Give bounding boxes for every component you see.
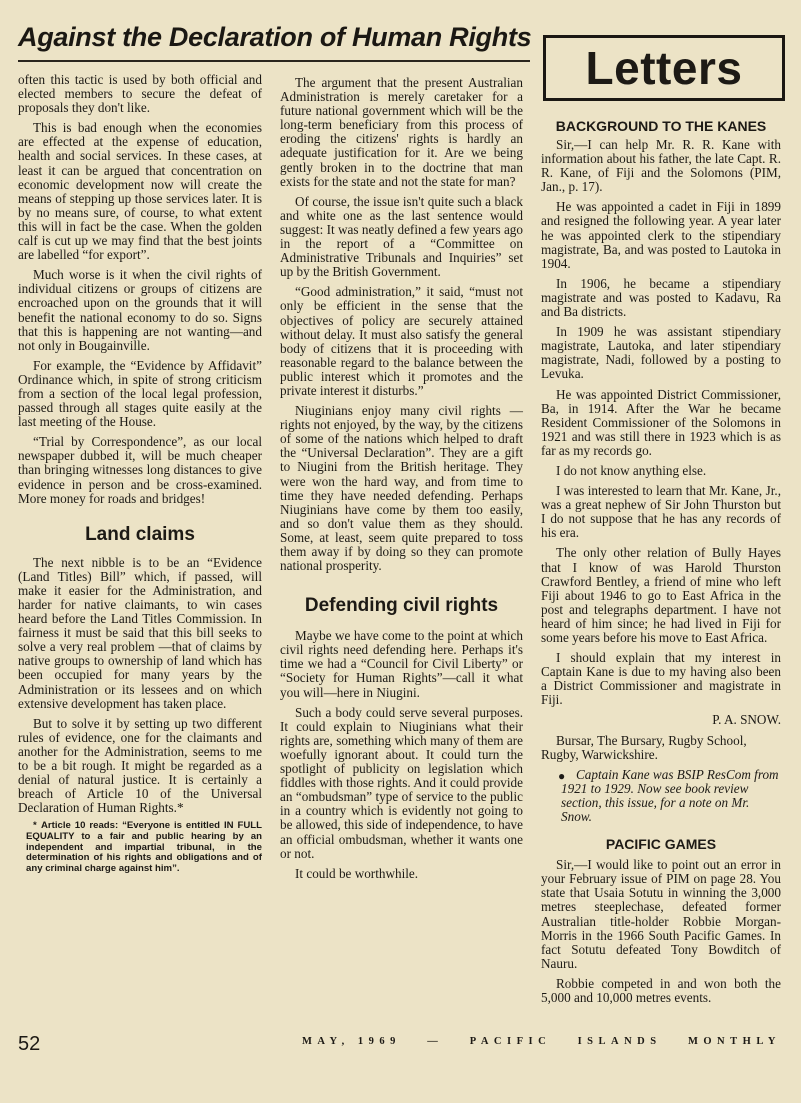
paragraph: Such a body could serve several purposes. It could explain to Niuginians what their rights are, something which many of them are woefully ignorant about. It could turn the spotlight of publicity on legislation which fiddles with those rights. And it could provide an “ombudsman” type of service to the public in a country which is evidently not going to be allowed, this side of independence, to have an official ombudsman, whether it wants one or not. (280, 704, 523, 861)
article-column-1 (18, 73, 262, 880)
footer-publication-word: PACIFIC (469, 1036, 552, 1047)
subhead-background-to-the-kanes: BACKGROUND TO THE KANES (555, 118, 767, 134)
paragraph: He was appointed a cadet in Fiji in 1899 and resigned the following year. A year later he was appointed clerk to the stipendiary magistrate, Ba, and was posted to Lautoka in 1904. (541, 199, 781, 271)
footer-publication-word: ISLANDS (577, 1036, 662, 1047)
paragraph: The only other relation of Bully Hayes that I know of was Harold Thurston Crawford Bentley, a friend of mine who left Fiji about 1946 to go to East Africa in the post and telegraphs department. I have not heard of him since; he had lived in Fiji for some years before his move to East Africa. (541, 545, 781, 645)
paragraph: The argument that the present Australian Administration is merely caretaker for a future national government which will be the long-term beneficiary from this process of eroding the citizens' rights is hardly an adequate justification for it. Are we being gently broken in to the doctrine that man exists for the state and not the state for man? (280, 75, 523, 189)
article-column-2 (280, 76, 523, 887)
subhead-land-claims: Land claims (85, 523, 195, 545)
editor-note (541, 768, 781, 824)
footer-publication-word: MONTHLY (687, 1036, 781, 1047)
paragraph: I was interested to learn that Mr. Kane, Jr., was a great nephew of Sir John Thurston but I do not suppose that he has any records of his era. (541, 483, 781, 541)
letters-section-box: Letters (543, 35, 785, 101)
footnote-marker: * (33, 820, 37, 832)
paragraph: For example, the “Evidence by Affidavit” Ordinance which, in spite of strong criticism from a section of the local legal profession, passed through all stages quite easily at the last meeting of the House. (18, 357, 262, 430)
letters-column (541, 118, 781, 1011)
footnote (18, 821, 262, 874)
paragraph: often this tactic is used by both official and elected members to secure the defeat of proposals they don't like. (18, 72, 262, 116)
paragraph: “Trial by Correspondence”, as our local newspaper dubbed it, will be much cheaper than bringing witnesses long distances to give evidence in person and be cross-examined. More money for roads and bridges! (18, 434, 262, 506)
paragraph: In 1906, he became a stipendiary magistrate and was posted to Kadavu, Ra and Ba districts. (541, 275, 781, 320)
footer-date: MAY, 1969 (302, 1036, 401, 1047)
paragraph: This is bad enough when the economies are effected at the expense of education, health and social services. In these cases, at least it can be argued that concentration on economic development now will create the means of stepping up those services later. It is by no means sure, of course, to what extent this will in fact be the case. When the golden calf is cut up we may find that the best joints are labelled “for export”. (18, 120, 262, 263)
paragraph: I do not know anything else. (556, 462, 707, 478)
bullet-icon: ● (558, 768, 566, 783)
footer-separator: — (427, 1036, 444, 1047)
paragraph: In 1909 he was assistant stipendiary magistrate, Lautoka, and later stipendiary magistrate, Nadi, followed by a posting to Levuka. (541, 324, 781, 382)
paragraph: Sir,—I would like to point out an error in your February issue of PIM on page 28. You state that Usaia Sotutu in winning the 3,000 metres steeplechase, defeated former Australian title-holder Robbie Morgan-Morris in the 1966 South Pacific Games. In fact Sotutu defeated Tony Bowditch of Nauru. (541, 857, 781, 971)
paragraph: The next nibble is to be an “Evidence (Land Titles) Bill” which, if passed, will make it easier for the Administration, and harder for native claimants, to win cases heard before the Land Titles Commission. In fairness it must be said that this bill seeks to solve a very real problem —that of claims by native groups to ownership of land which has been occupied for many years by the Administration or its lessees and on which extensive development has taken place. (18, 554, 262, 711)
letter-address: Bursar, The Bursary, Rugby School, Rugby, Warwickshire. (541, 732, 747, 762)
subhead-pacific-games: PACIFIC GAMES (605, 836, 717, 853)
paragraph: Maybe we have come to the point at which civil rights need defending here. Perhaps it's time we had a “Council for Civil Liberty” or “Society for Human Rights”—call it what you will—here in Niugini. (280, 628, 523, 700)
page-number: 52 (18, 1033, 41, 1055)
paragraph: He was appointed District Commissioner, Ba, in 1914. After the War he became Resident Commissioner of the Solomons in 1921 and was still there in 1923 which is as far as my records go. (541, 386, 781, 458)
paragraph: But to solve it by setting up two different rules of evidence, one for the claimants and another for the Administration, seems to me to be a bit rough. It might be regarded as a denial of natural justice. It is certainly a breach of Article 10 of the Universal Declaration of Human Rights.* (18, 715, 262, 816)
paragraph: I should explain that my interest in Captain Kane is due to my having also been a District Commissioner and magistrate in Fiji. (541, 650, 781, 708)
paragraph: Of course, the issue isn't quite such a black and white one as the last sentence would suggest: It was neatly defined a few years ago in the report of a “Committee on Administrative Tribunals and Inquiries” set up by the British Government. (280, 193, 523, 280)
paragraph: Niuginians enjoy many civil rights —rights not enjoyed, by the way, by the citizens of some of the nations which helped to draft the “Universal Declaration”. They are a gift to Niugini from the British heritage. They were won the hard way, and from time to time they have needed defending. Perhaps Niuginians have come by them too easily, and so don't value them as they should. Some, at least, seem quite prepared to toss them away if by doing so they can promote national prosperity. (280, 403, 523, 574)
paragraph: “Good administration,” it said, “must not only be efficient in the sense that the objectives of policy are securely attained without delay. It must also satisfy the general body of citizens that it is proceeding with reasonable regard to the balance between the public interest which it promotes and the private interest it disturbs.” (280, 284, 523, 398)
editor-note-text: Captain Kane was BSIP ResCom from 1921 to 1929. Now see book review section, this issue, for a note on Mr. Snow. (561, 766, 779, 825)
paragraph: Much worse is it when the civil rights of individual citizens or groups of citizens are encroached upon on the grounds that it will benefit the national economy to do so. Signs that this is happening are not wanting—and not only in Bougainville. (18, 267, 262, 353)
article-headline: Against the Declaration of Human Rights (18, 22, 532, 52)
footnote-text: Article 10 reads: “Everyone is entitled IN FULL EQUALITY to a fair and public hearing by an independent and impartial tribunal, in the determination of his rights and obligations and of any criminal charge against him”. (26, 820, 262, 874)
letter-signature: P. A. SNOW. (712, 712, 781, 728)
paragraph: It could be worthwhile. (295, 865, 419, 881)
running-footer (302, 1036, 781, 1047)
subhead-defending-civil-rights: Defending civil rights (304, 595, 499, 617)
headline-rule (18, 60, 530, 62)
paragraph: Robbie competed in and won both the 5,000 and 10,000 metres events. (541, 975, 781, 1005)
paragraph: Sir,—I can help Mr. R. R. Kane with information about his father, the late Capt. R. R. Kane, of Fiji and the Solomons (PIM, Jan., p. 17). (541, 137, 781, 195)
